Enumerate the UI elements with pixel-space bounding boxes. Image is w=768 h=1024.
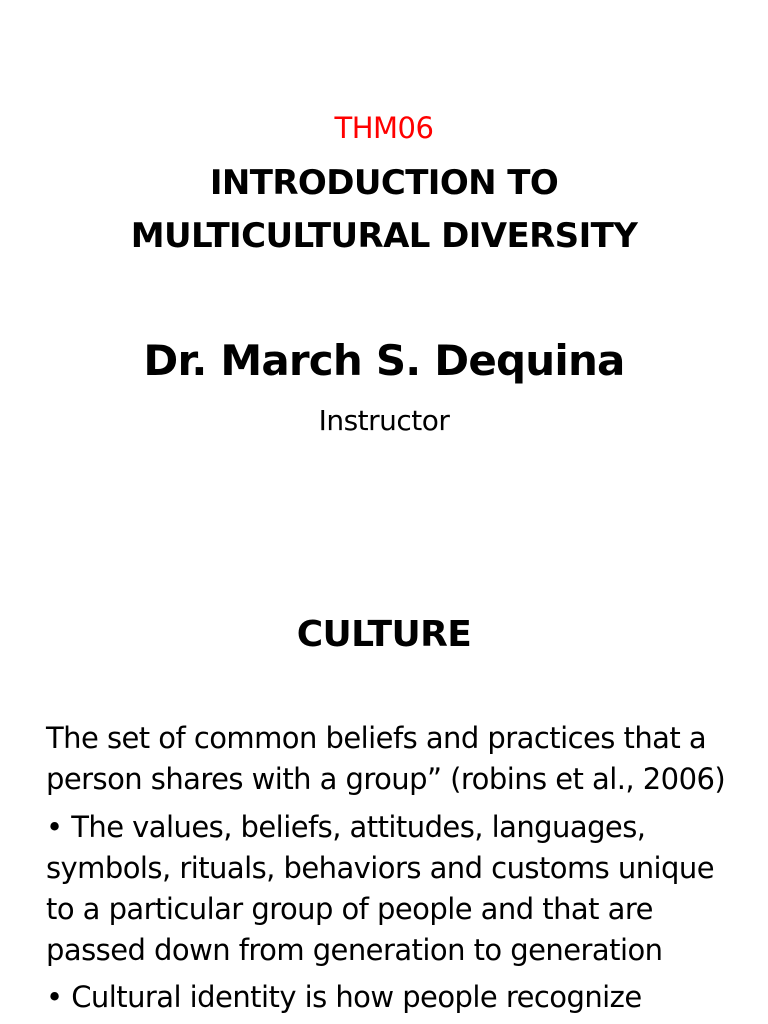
bullet-paragraph bbox=[46, 977, 746, 1018]
course-title bbox=[0, 157, 768, 263]
instructor-role: Instructor bbox=[318, 404, 450, 437]
section-heading: CULTURE bbox=[296, 614, 472, 655]
course-title-line: MULTICULTURAL DIVERSITY bbox=[130, 216, 638, 256]
paragraph-line: • Cultural identity is how people recognize bbox=[46, 980, 642, 1014]
paragraph-line: to a particular group of people and that are bbox=[46, 892, 653, 926]
instructor-name: Dr. March S. Dequina bbox=[143, 336, 625, 385]
course-title-line: INTRODUCTION TO bbox=[209, 163, 559, 203]
paragraph-line: symbols, rituals, behaviors and customs unique bbox=[46, 851, 715, 885]
paragraph-line: person shares with a group” (robins et al., 2006) bbox=[46, 762, 726, 796]
paragraph-line: The set of common beliefs and practices that a bbox=[46, 721, 707, 755]
culture-slide bbox=[0, 576, 768, 1024]
paragraph-line: passed down from generation to generation bbox=[46, 933, 663, 967]
bullet-paragraph bbox=[46, 807, 746, 971]
paragraph-line: • The values, beliefs, attitudes, languages, bbox=[46, 810, 646, 844]
course-code: THM06 bbox=[334, 111, 434, 145]
definition-paragraph bbox=[46, 718, 746, 800]
